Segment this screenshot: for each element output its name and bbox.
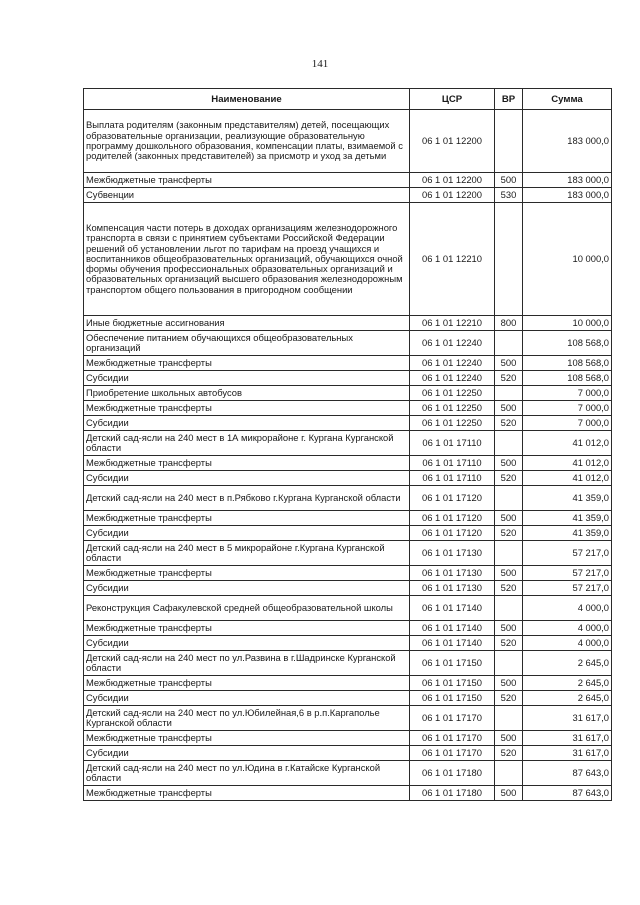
- table-row: [84, 386, 612, 401]
- cell-csr: 06 1 01 12200: [410, 188, 495, 203]
- table-row: [84, 526, 612, 541]
- cell-sum: 31 617,0: [523, 706, 612, 731]
- cell-name: Детский сад-ясли на 240 мест по ул.Развина в г.Шадринске Курганской области: [84, 651, 410, 676]
- cell-csr: 06 1 01 17140: [410, 596, 495, 621]
- cell-sum: 31 617,0: [523, 731, 612, 746]
- cell-csr: 06 1 01 17170: [410, 706, 495, 731]
- cell-vr: [495, 706, 523, 731]
- table-row: [84, 581, 612, 596]
- table-row: [84, 786, 612, 801]
- cell-sum: 183 000,0: [523, 173, 612, 188]
- cell-vr: 520: [495, 691, 523, 706]
- cell-sum: 4 000,0: [523, 636, 612, 651]
- cell-name: Межбюджетные трансферты: [84, 456, 410, 471]
- table-row: [84, 371, 612, 386]
- cell-csr: 06 1 01 12240: [410, 371, 495, 386]
- cell-vr: 500: [495, 566, 523, 581]
- cell-csr: 06 1 01 17140: [410, 621, 495, 636]
- cell-sum: 183 000,0: [523, 110, 612, 173]
- cell-sum: 4 000,0: [523, 621, 612, 636]
- cell-sum: 41 359,0: [523, 526, 612, 541]
- cell-name: Межбюджетные трансферты: [84, 731, 410, 746]
- cell-sum: 2 645,0: [523, 651, 612, 676]
- table-row: [84, 541, 612, 566]
- cell-name: Межбюджетные трансферты: [84, 566, 410, 581]
- table-row: [84, 110, 612, 173]
- table-row: [84, 566, 612, 581]
- table-row: [84, 761, 612, 786]
- cell-csr: 06 1 01 12250: [410, 416, 495, 431]
- header-name: Наименование: [84, 89, 410, 110]
- cell-vr: [495, 651, 523, 676]
- cell-vr: [495, 541, 523, 566]
- cell-vr: 500: [495, 511, 523, 526]
- cell-csr: 06 1 01 17170: [410, 731, 495, 746]
- table-row: [84, 456, 612, 471]
- cell-csr: 06 1 01 12200: [410, 110, 495, 173]
- table-row: [84, 636, 612, 651]
- cell-sum: 41 359,0: [523, 511, 612, 526]
- table-row: [84, 621, 612, 636]
- cell-name: Иные бюджетные ассигнования: [84, 316, 410, 331]
- cell-csr: 06 1 01 17150: [410, 651, 495, 676]
- cell-csr: 06 1 01 17110: [410, 431, 495, 456]
- cell-name: Межбюджетные трансферты: [84, 621, 410, 636]
- cell-vr: 520: [495, 581, 523, 596]
- cell-sum: 87 643,0: [523, 761, 612, 786]
- cell-vr: 520: [495, 636, 523, 651]
- cell-sum: 57 217,0: [523, 541, 612, 566]
- cell-csr: 06 1 01 17120: [410, 486, 495, 511]
- cell-name: Детский сад-ясли на 240 мест в 5 микрорайоне г.Кургана Курганской области: [84, 541, 410, 566]
- cell-csr: 06 1 01 12210: [410, 203, 495, 316]
- cell-vr: 500: [495, 676, 523, 691]
- header-vr: ВР: [495, 89, 523, 110]
- cell-vr: 500: [495, 621, 523, 636]
- cell-csr: 06 1 01 17110: [410, 456, 495, 471]
- cell-sum: 108 568,0: [523, 356, 612, 371]
- cell-name: Межбюджетные трансферты: [84, 401, 410, 416]
- cell-csr: 06 1 01 17150: [410, 676, 495, 691]
- cell-sum: 108 568,0: [523, 371, 612, 386]
- header-csr: ЦСР: [410, 89, 495, 110]
- cell-sum: 2 645,0: [523, 691, 612, 706]
- cell-sum: 41 012,0: [523, 471, 612, 486]
- cell-sum: 57 217,0: [523, 566, 612, 581]
- table-row: [84, 691, 612, 706]
- cell-name: Субсидии: [84, 636, 410, 651]
- cell-vr: [495, 761, 523, 786]
- cell-name: Субвенции: [84, 188, 410, 203]
- cell-csr: 06 1 01 12200: [410, 173, 495, 188]
- cell-csr: 06 1 01 17150: [410, 691, 495, 706]
- table-row: [84, 486, 612, 511]
- table-row: [84, 331, 612, 356]
- cell-vr: 500: [495, 731, 523, 746]
- cell-vr: 500: [495, 356, 523, 371]
- table-row: [84, 651, 612, 676]
- cell-csr: 06 1 01 12250: [410, 386, 495, 401]
- cell-name: Межбюджетные трансферты: [84, 786, 410, 801]
- cell-vr: [495, 203, 523, 316]
- cell-name: Детский сад-ясли на 240 мест по ул.Юдина в г.Катайске Курганской области: [84, 761, 410, 786]
- cell-csr: 06 1 01 17130: [410, 541, 495, 566]
- table-row: [84, 356, 612, 371]
- cell-name: Межбюджетные трансферты: [84, 356, 410, 371]
- cell-csr: 06 1 01 17120: [410, 511, 495, 526]
- cell-name: Детский сад-ясли на 240 мест в п.Рябково г.Кургана Курганской области: [84, 486, 410, 511]
- cell-csr: 06 1 01 12240: [410, 356, 495, 371]
- cell-name: Обеспечение питанием обучающихся общеобразовательных организаций: [84, 331, 410, 356]
- cell-vr: 800: [495, 316, 523, 331]
- cell-name: Выплата родителям (законным представителям) детей, посещающих образовательные организации, реализующие образовательную программу дошкольного образования, компенсации платы, взимаемой с родителей (законных представителей) за присмотр и уход за детьми: [84, 110, 410, 173]
- cell-name: Компенсация части потерь в доходах организациям железнодорожного транспорта в связи с принятием субъектами Российской Федерации решений об установлении льгот по тарифам на проезд учащихся и воспитанников общеобразовательных организаций, обучающихся очной формы обучения профессиональных образовательных организаций и образовательных организаций высшего образования железнодорожным транспортом общего пользования в пригородном сообщении: [84, 203, 410, 316]
- cell-sum: 41 359,0: [523, 486, 612, 511]
- table-row: [84, 316, 612, 331]
- cell-sum: 2 645,0: [523, 676, 612, 691]
- cell-sum: 7 000,0: [523, 401, 612, 416]
- table-row: [84, 746, 612, 761]
- table-row: [84, 188, 612, 203]
- page-number: 141: [311, 58, 329, 70]
- table-row: [84, 731, 612, 746]
- budget-table: [83, 88, 612, 801]
- cell-vr: 520: [495, 471, 523, 486]
- table-row: [84, 173, 612, 188]
- cell-vr: [495, 331, 523, 356]
- table-header-row: [84, 89, 612, 110]
- table-row: [84, 511, 612, 526]
- table-row: [84, 401, 612, 416]
- table-body: [84, 110, 612, 801]
- cell-vr: 500: [495, 401, 523, 416]
- cell-vr: 500: [495, 173, 523, 188]
- cell-name: Субсидии: [84, 691, 410, 706]
- table-row: [84, 416, 612, 431]
- cell-name: Межбюджетные трансферты: [84, 173, 410, 188]
- cell-csr: 06 1 01 17130: [410, 581, 495, 596]
- cell-name: Субсидии: [84, 416, 410, 431]
- cell-vr: 500: [495, 456, 523, 471]
- cell-vr: [495, 431, 523, 456]
- cell-csr: 06 1 01 17140: [410, 636, 495, 651]
- cell-name: Субсидии: [84, 526, 410, 541]
- cell-sum: 183 000,0: [523, 188, 612, 203]
- table-row: [84, 203, 612, 316]
- cell-sum: 108 568,0: [523, 331, 612, 356]
- cell-vr: 520: [495, 526, 523, 541]
- cell-name: Приобретение школьных автобусов: [84, 386, 410, 401]
- cell-sum: 10 000,0: [523, 203, 612, 316]
- cell-name: Субсидии: [84, 371, 410, 386]
- cell-vr: [495, 596, 523, 621]
- cell-csr: 06 1 01 12250: [410, 401, 495, 416]
- cell-vr: 520: [495, 746, 523, 761]
- cell-vr: [495, 386, 523, 401]
- cell-name: Субсидии: [84, 471, 410, 486]
- header-sum: Сумма: [523, 89, 612, 110]
- cell-sum: 7 000,0: [523, 386, 612, 401]
- table-row: [84, 431, 612, 456]
- cell-name: Межбюджетные трансферты: [84, 676, 410, 691]
- table-row: [84, 676, 612, 691]
- cell-name: Межбюджетные трансферты: [84, 511, 410, 526]
- cell-vr: [495, 110, 523, 173]
- cell-csr: 06 1 01 17110: [410, 471, 495, 486]
- cell-name: Субсидии: [84, 581, 410, 596]
- cell-name: Детский сад-ясли на 240 мест по ул.Юбилейная,6 в р.п.Каргаполье Курганской области: [84, 706, 410, 731]
- cell-sum: 87 643,0: [523, 786, 612, 801]
- cell-csr: 06 1 01 12240: [410, 331, 495, 356]
- cell-sum: 4 000,0: [523, 596, 612, 621]
- table-row: [84, 596, 612, 621]
- table-row: [84, 706, 612, 731]
- cell-csr: 06 1 01 17180: [410, 761, 495, 786]
- cell-sum: 10 000,0: [523, 316, 612, 331]
- table-row: [84, 471, 612, 486]
- cell-vr: 500: [495, 786, 523, 801]
- cell-csr: 06 1 01 12210: [410, 316, 495, 331]
- cell-vr: 520: [495, 371, 523, 386]
- cell-sum: 41 012,0: [523, 431, 612, 456]
- cell-vr: [495, 486, 523, 511]
- cell-csr: 06 1 01 17180: [410, 786, 495, 801]
- cell-sum: 41 012,0: [523, 456, 612, 471]
- cell-name: Реконструкция Сафакулевской средней общеобразовательной школы: [84, 596, 410, 621]
- cell-sum: 57 217,0: [523, 581, 612, 596]
- cell-csr: 06 1 01 17120: [410, 526, 495, 541]
- cell-sum: 31 617,0: [523, 746, 612, 761]
- cell-vr: 520: [495, 416, 523, 431]
- cell-name: Детский сад-ясли на 240 мест в 1А микрорайоне г. Кургана Курганской области: [84, 431, 410, 456]
- cell-csr: 06 1 01 17170: [410, 746, 495, 761]
- cell-sum: 7 000,0: [523, 416, 612, 431]
- cell-csr: 06 1 01 17130: [410, 566, 495, 581]
- cell-name: Субсидии: [84, 746, 410, 761]
- cell-vr: 530: [495, 188, 523, 203]
